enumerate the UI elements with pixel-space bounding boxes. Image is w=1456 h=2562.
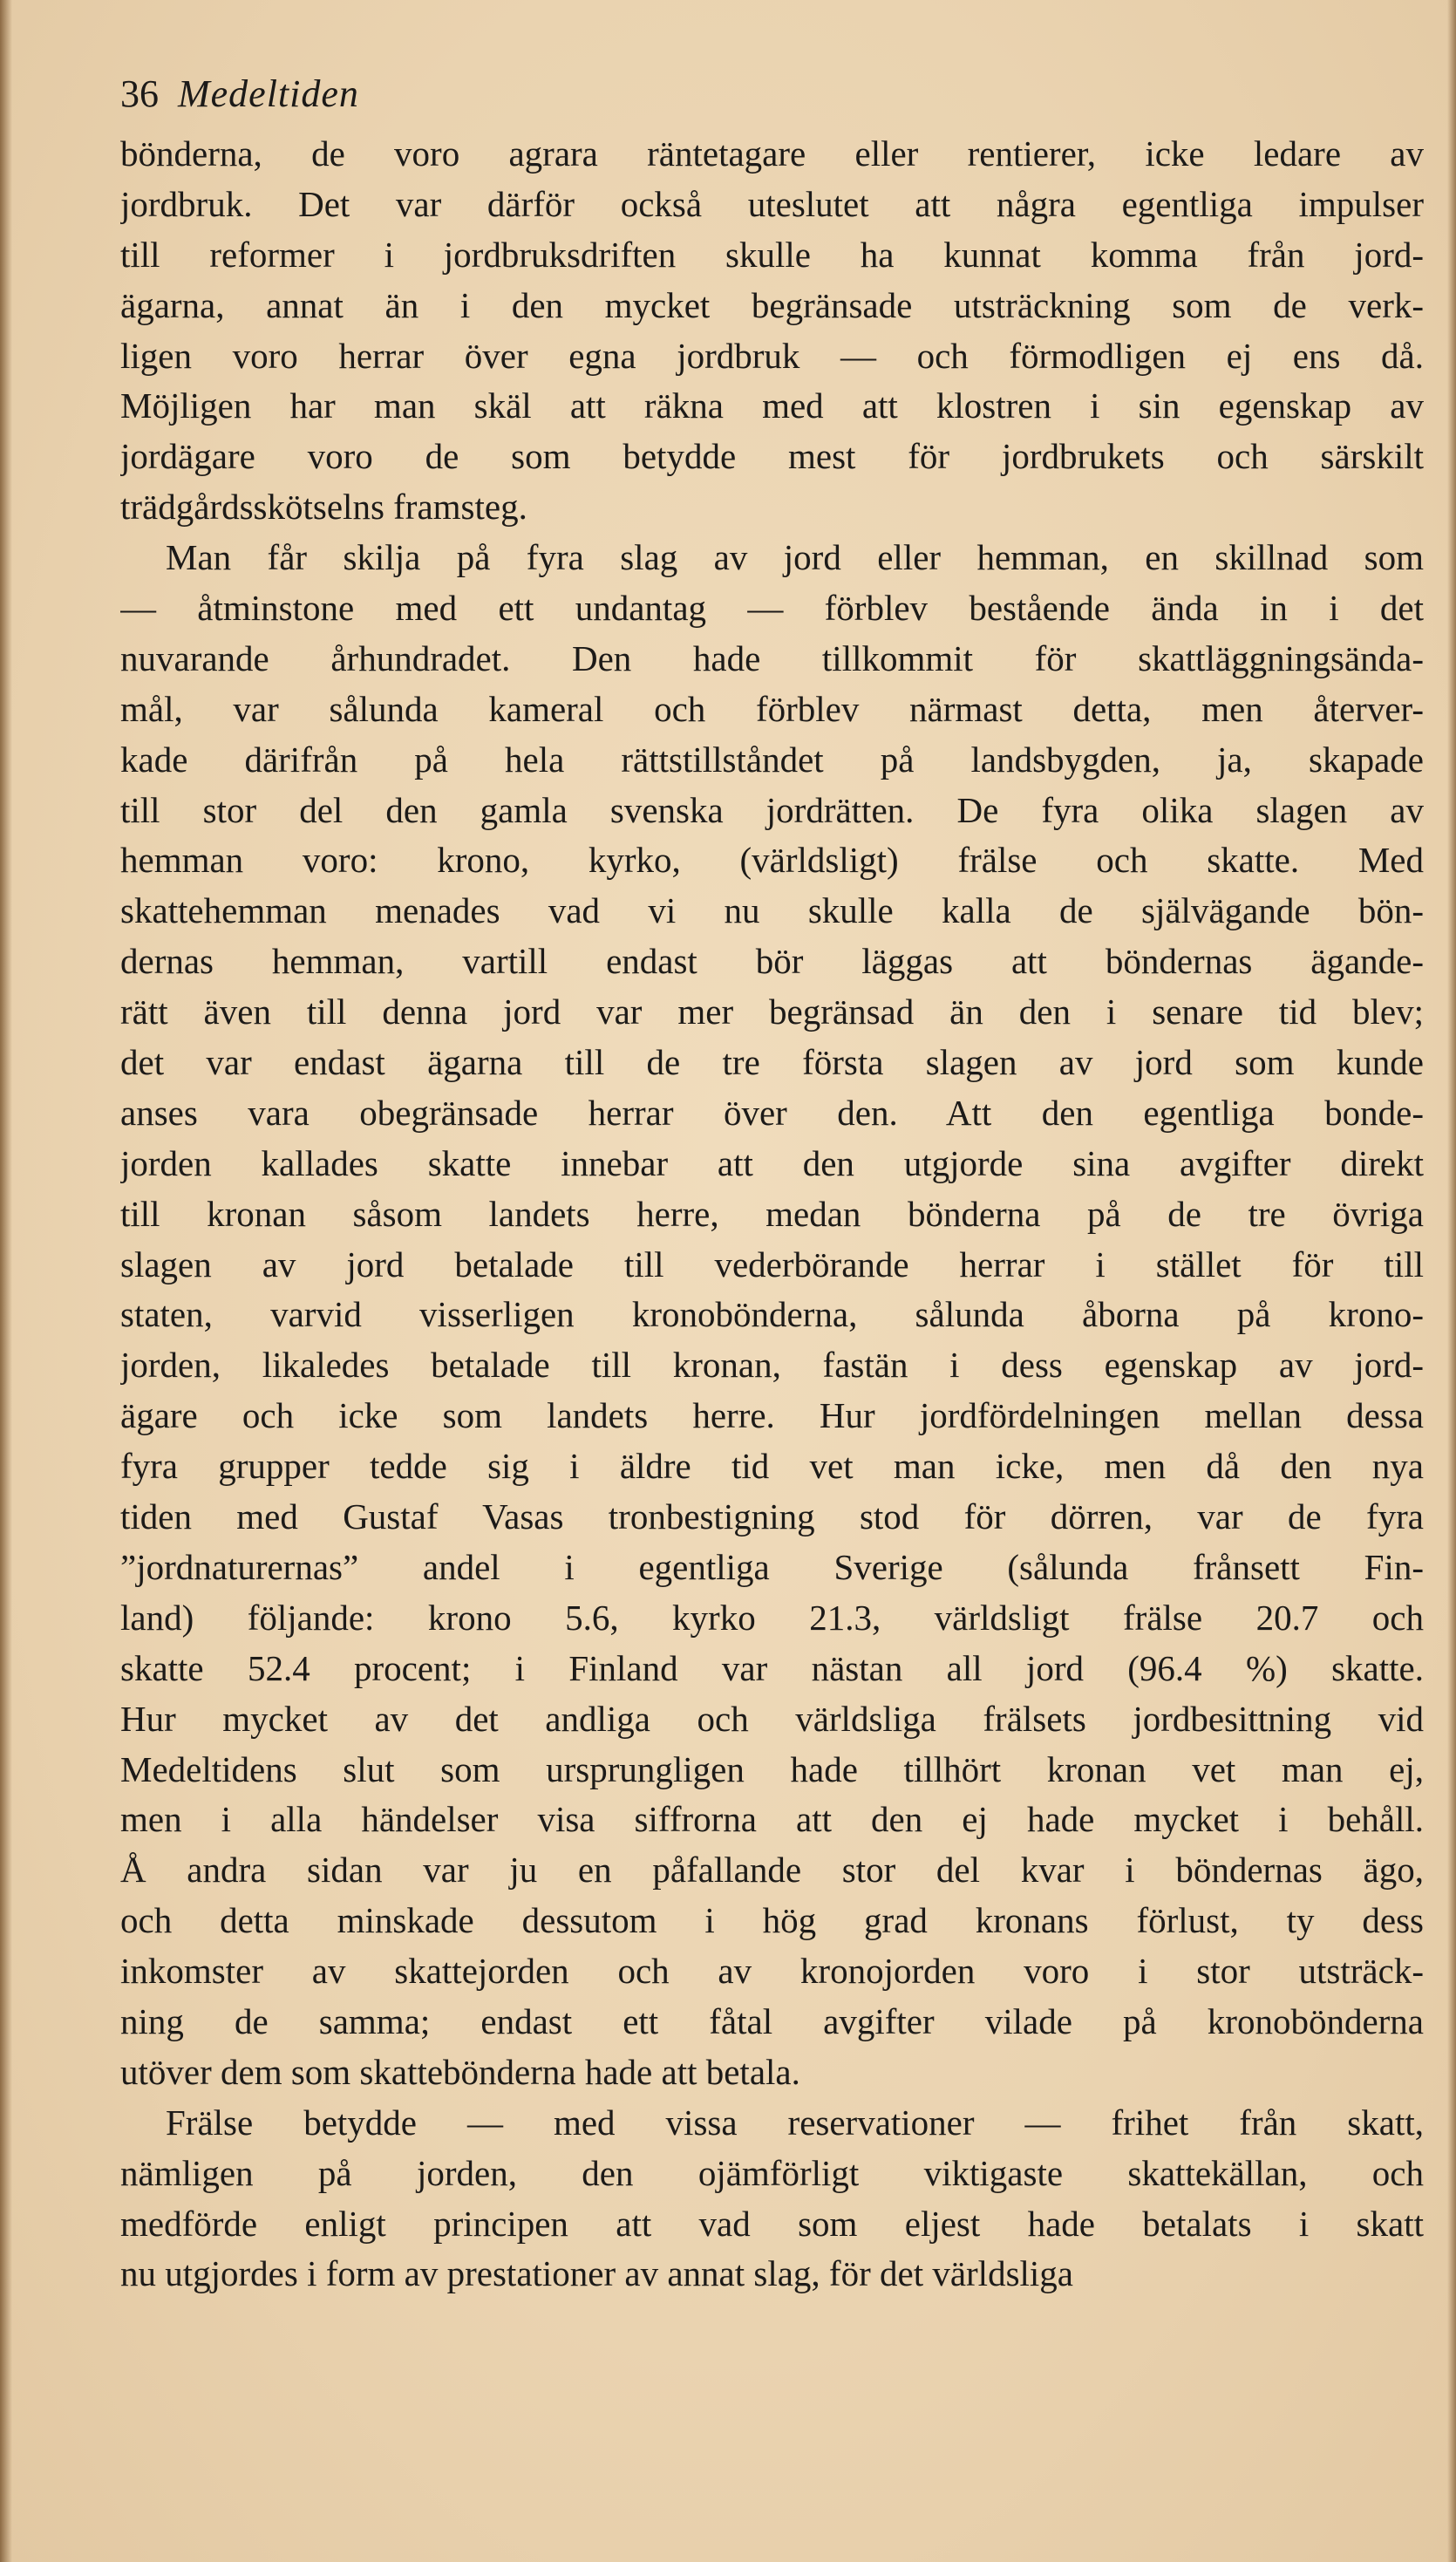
- page-number: 36: [120, 72, 159, 115]
- text-line: jordägare voro de som betydde mest för jordbrukets och särskilt: [120, 436, 1424, 477]
- text-line: utöver dem som skattebönderna hade att betala.: [120, 2051, 800, 2092]
- text-line: skattehemman menades vad vi nu skulle kalla de självägande bön-: [120, 890, 1424, 931]
- text-line: tiden med Gustaf Vasas tronbestigning stod för dörren, var de fyra: [120, 1496, 1424, 1537]
- text-line: nu utgjordes i form av prestationer av annat slag, för det världsliga: [120, 2253, 1074, 2294]
- text-line: till stor del den gamla svenska jordrätten. De fyra olika slagen av: [120, 789, 1424, 830]
- text-line: till reformer i jordbruksdriften skulle ha kunnat komma från jord-: [120, 234, 1424, 275]
- text-line: rätt även till denna jord var mer begränsad än den i senare tid blev;: [120, 991, 1424, 1032]
- paragraph: [120, 2098, 1424, 2300]
- text-line: det var endast ägarna till de tre första slagen av jord som kunde: [120, 1042, 1424, 1083]
- page-edge-right: [1447, 0, 1456, 2562]
- text-line: skatte 52.4 procent; i Finland var nästan all jord (96.4 %) skatte.: [120, 1647, 1424, 1688]
- text-line: ning de samma; endast ett fåtal avgifter vilade på kronobönderna: [120, 2000, 1424, 2041]
- text-line: hemman voro: krono, kyrko, (världsligt) frälse och skatte. Med: [120, 840, 1424, 881]
- text-line: nuvarande århundradet. Den hade tillkommit för skattläggningsända-: [120, 637, 1424, 678]
- text-line: nämligen på jorden, den ojämförligt viktigaste skattekällan, och: [120, 2152, 1424, 2193]
- text-line: land) följande: krono 5.6, kyrko 21.3, världsligt frälse 20.7 och: [120, 1597, 1424, 1638]
- text-line: staten, varvid visserligen kronobönderna, sålunda åborna på krono-: [120, 1294, 1424, 1335]
- text-line: till kronan såsom landets herre, medan bönderna på de tre övriga: [120, 1193, 1424, 1234]
- page-header: [120, 70, 359, 119]
- text-line: anses vara obegränsade herrar över den. Att den egentliga bonde-: [120, 1092, 1424, 1133]
- paragraph: [120, 129, 1424, 533]
- text-line: men i alla händelser visa siffrorna att den ej hade mycket i behåll.: [120, 1799, 1424, 1840]
- text-line: — åtminstone med ett undantag — förblev bestående ända in i det: [120, 588, 1424, 629]
- text-line: Hur mycket av det andliga och världsliga frälsets jordbesittning vid: [120, 1698, 1424, 1739]
- text-line: Möjligen har man skäl att räkna med att klostren i sin egenskap av: [120, 385, 1424, 426]
- text-line: trädgårdsskötselns framsteg.: [120, 487, 527, 528]
- text-line: jordbruk. Det var därför också uteslutet att några egentliga impulser: [120, 183, 1424, 224]
- text-line: ägarna, annat än i den mycket begränsade utsträckning som de verk-: [120, 284, 1424, 325]
- running-head: Medeltiden: [178, 72, 359, 115]
- text-line: jorden, likaledes betalade till kronan, fastän i dess egenskap av jord-: [120, 1345, 1424, 1386]
- text-line: Man får skilja på fyra slag av jord eller hemman, en skillnad som: [166, 537, 1424, 578]
- text-line: Medeltidens slut som ursprungligen hade tillhört kronan vet man ej,: [120, 1748, 1424, 1789]
- text-line: mål, var sålunda kameral och förblev närmast detta, men återver-: [120, 688, 1424, 729]
- text-line: ”jordnaturernas” andel i egentliga Sverige (sålunda frånsett Fin-: [120, 1546, 1424, 1587]
- text-line: inkomster av skattejorden och av kronojorden voro i stor utsträck-: [120, 1951, 1424, 1992]
- paragraph: [120, 533, 1424, 2098]
- text-line: jorden kallades skatte innebar att den utgjorde sina avgifter direkt: [120, 1142, 1424, 1183]
- text-line: bönderna, de voro agrara räntetagare eller rentierer, icke ledare av: [120, 133, 1424, 174]
- text-line: kade därifrån på hela rättstillståndet på landsbygden, ja, skapade: [120, 739, 1424, 780]
- text-line: ligen voro herrar över egna jordbruk — och förmodligen ej ens då.: [120, 335, 1424, 376]
- text-line: slagen av jord betalade till vederbörande herrar i stället för till: [120, 1244, 1424, 1284]
- page-edge-left: [0, 0, 12, 2562]
- text-line: ägare och icke som landets herre. Hur jordfördelningen mellan dessa: [120, 1395, 1424, 1436]
- text-line: medförde enligt principen att vad som eljest hade betalats i skatt: [120, 2203, 1424, 2244]
- text-line: dernas hemman, vartill endast bör läggas att böndernas ägande-: [120, 941, 1424, 982]
- text-line: och detta minskade dessutom i hög grad kronans förlust, ty dess: [120, 1900, 1424, 1941]
- body-text: [120, 129, 1424, 2300]
- text-line: fyra grupper tedde sig i äldre tid vet man icke, men då den nya: [120, 1446, 1424, 1487]
- text-line: Frälse betydde — med vissa reservationer — frihet från skatt,: [166, 2102, 1424, 2143]
- text-line: Å andra sidan var ju en påfallande stor del kvar i böndernas ägo,: [120, 1850, 1424, 1891]
